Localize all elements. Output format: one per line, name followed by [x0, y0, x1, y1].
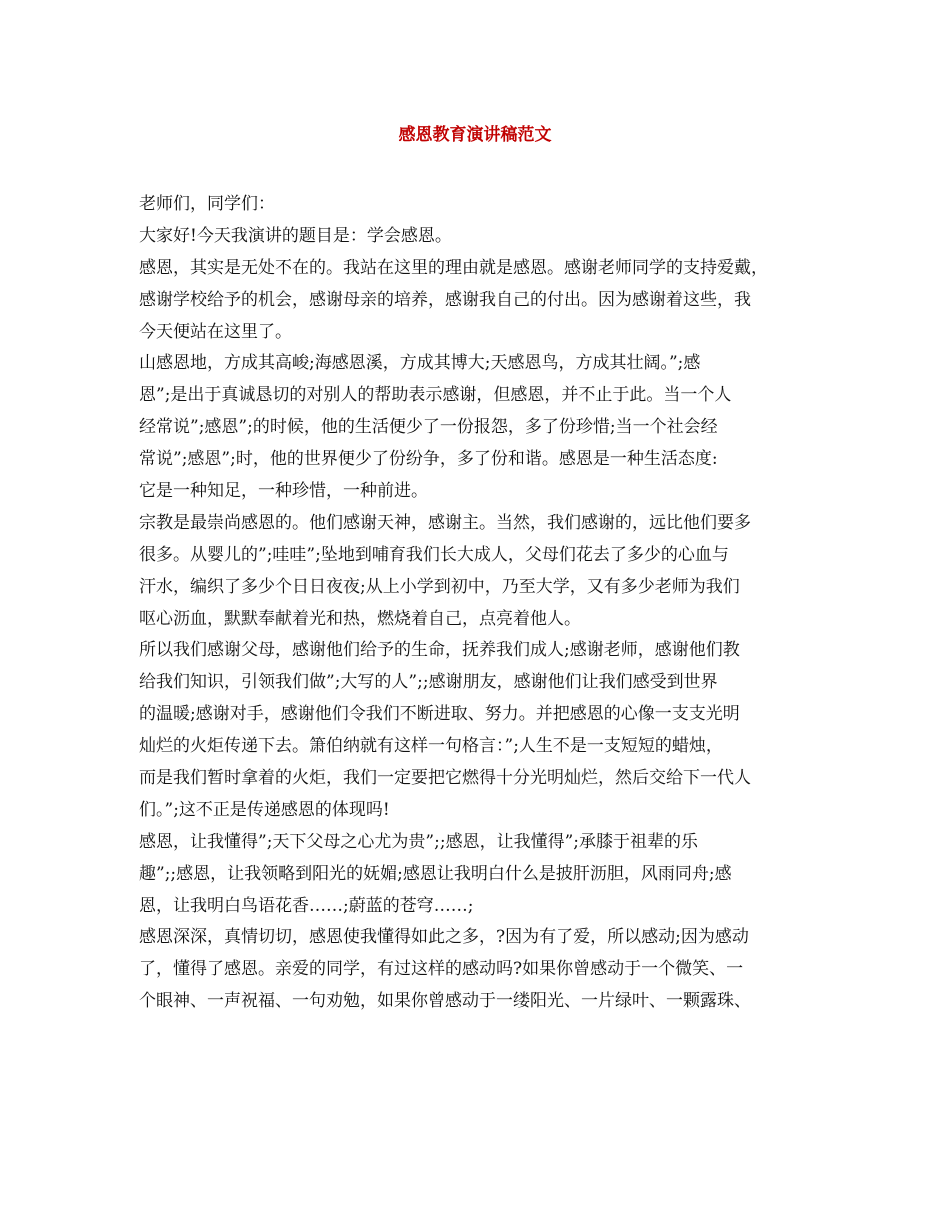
text-line: 灿烂的火炬传递下去。箫伯纳就有这样一句格言：”;人生不是一支短短的蜡烛，: [139, 736, 723, 757]
text-line: 它是一种知足，一种珍惜，一种前进。: [139, 481, 428, 502]
text-line: 恩”;是出于真诚恳切的对别人的帮助表示感谢，但感恩，并不止于此。当一个人: [139, 385, 732, 406]
text-line: 今天便站在这里了。: [139, 321, 292, 342]
text-line: 所以我们感谢父母，感谢他们给予的生命，抚养我们成人;感谢老师，感谢他们教: [139, 640, 740, 661]
text-line: 给我们知识，引领我们做”;大写的人”;;感谢朋友，感谢他们让我们感受到世界: [139, 672, 718, 693]
text-line: 汗水，编织了多少个日日夜夜;从上小学到初中，乃至大学，又有多少老师为我们: [139, 576, 740, 597]
text-line: 呕心沥血，默默奉献着光和热，燃烧着自己，点亮着他人。: [139, 608, 581, 629]
text-line: 感恩，让我懂得”;天下父母之心尤为贵”;;感恩，让我懂得”;承膝于祖辈的乐: [139, 831, 698, 852]
text-line: 个眼神、一声祝福、一句劝勉，如果你曾感动于一缕阳光、一片绿叶、一颗露珠、: [139, 991, 751, 1012]
text-line: 常说”;感恩”;时，他的世界便少了份纷争，多了份和谐。感恩是一种生活态度:: [139, 449, 718, 470]
text-line: 感恩，其实是无处不在的。我站在这里的理由就是感恩。感谢老师同学的支持爱戴，: [139, 257, 768, 278]
text-line: 老师们，同学们：: [139, 194, 275, 214]
text-line: 而是我们暂时拿着的火炬，我们一定要把它燃得十分光明灿烂，然后交给下一代人: [139, 768, 751, 789]
text-line: 山感恩地，方成其高峻;海感恩溪，方成其博大;天感恩鸟，方成其壮阔。”;感: [139, 353, 701, 374]
document-body: [139, 189, 813, 1018]
text-line: 感恩深深，真情切切，感恩使我懂得如此之多，?因为有了爱，所以感动;因为感动: [139, 927, 749, 948]
text-line: 们。”;这不正是传递感恩的体现吗!: [139, 799, 390, 820]
text-line: 的温暖;感谢对手，感谢他们令我们不断进取、努力。并把感恩的心像一支支光明: [139, 704, 740, 725]
text-line: 经常说”;感恩”;的时候，他的生活便少了一份报怨，多了份珍惜;当一个社会经: [139, 417, 718, 438]
text-line: 恩，让我明白鸟语花香……;蔚蓝的苍穹……;: [139, 895, 474, 916]
document-title: 感恩教育演讲稿范文: [398, 125, 552, 145]
text-line: 了，懂得了感恩。亲爱的同学，有过这样的感动吗?如果你曾感动于一个微笑、一: [139, 959, 744, 980]
text-line: 大家好!今天我演讲的题目是：学会感恩。: [139, 225, 452, 246]
text-line: 感谢学校给予的机会，感谢母亲的培养，感谢我自己的付出。因为感谢着这些，我: [139, 289, 751, 310]
text-line: 趣”;;感恩，让我领略到阳光的妩媚;感恩让我明白什么是披肝沥胆，风雨同舟;感: [139, 863, 732, 884]
text-line: 很多。从婴儿的”;哇哇”;坠地到哺育我们长大成人，父母们花去了多少的心血与: [139, 544, 729, 565]
text-line: 宗教是最崇尚感恩的。他们感谢天神，感谢主。当然，我们感谢的，远比他们要多: [139, 512, 751, 533]
